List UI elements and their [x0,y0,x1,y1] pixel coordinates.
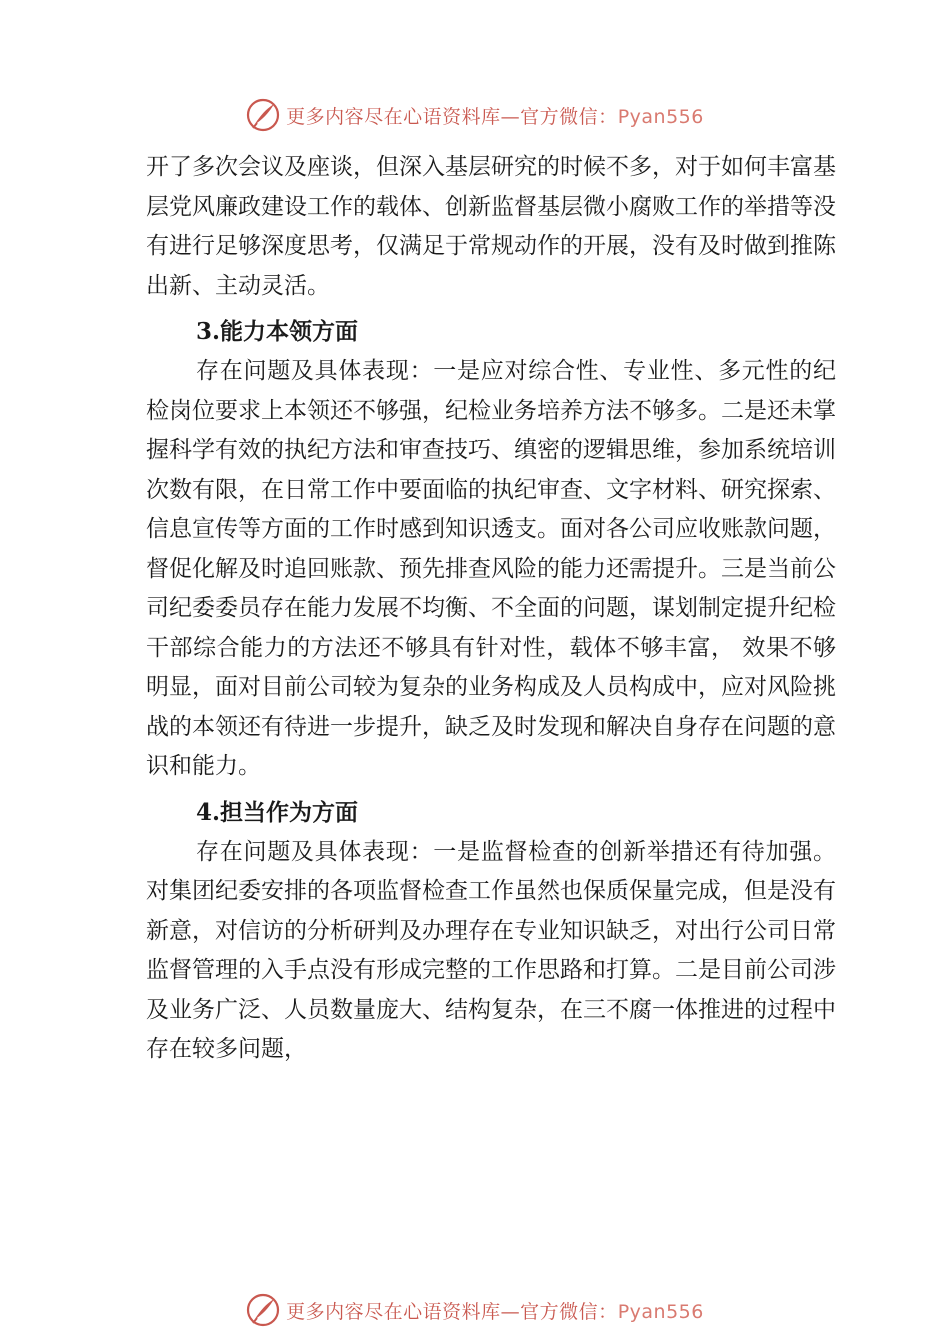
section-4-number: 4. [196,798,221,826]
section-4-title: 担当作为方面 [220,799,359,826]
footer-brand-text: 更多内容尽在心语资料库 [286,1300,501,1323]
section-3-title: 能力本领方面 [220,319,359,345]
quill-logo-icon [246,1293,280,1327]
header-banner [0,95,950,135]
section-3-paragraph: 存在问题及具体表现：一是应对综合性、专业性、多元性的纪检岗位要求上本领还不够强，纪检业务培养方法不够多。二是还未掌握科学有效的执纪方法和审查技巧、缜密的逻辑思维，参加系统培训次数有限，在日常工作中要面临的执纪审查、文字材料、研究探索、信息宣传等方面的工作时感到知识透支。面对各公司应收账款问题，督促化解及时追回账款、预先排查风险的能力还需提升。三是当前公司纪委委员存在能力发展不均衡、不全面的问题，谋划制定提升纪检干部综合能力的方法还不够具有针对性，载体不够丰富， 效果不够明显，面对目前公司较为复杂的业务构成及人员构成中，应对风险挑战的本领还有待进一步提升，缺乏及时发现和解决自身存在问题的意识和能力。 [146,358,836,779]
footer-banner [0,1290,950,1330]
footer-separator: — [500,1300,521,1323]
footer-banner-text [286,1297,704,1324]
section-3-heading [146,312,836,352]
document-body [146,148,836,1070]
header-wechat-id: Pyan556 [617,105,704,128]
section-3-number: 3. [196,318,221,345]
header-banner-text [286,102,704,129]
quill-logo-icon [246,98,280,132]
footer-wechat-id: Pyan556 [617,1300,704,1323]
header-separator: — [500,105,521,128]
intro-paragraph: 开了多次会议及座谈，但深入基层研究的时候不多，对于如何丰富基层党风廉政建设工作的载体、创新监督基层微小腐败工作的举措等没有进行足够深度思考，仅满足于常规动作的开展，没有及时做到推陈出新、主动灵活。 [146,154,836,299]
header-brand-text: 更多内容尽在心语资料库 [286,105,501,128]
section-4-heading [146,793,836,833]
footer-wechat-label: 官方微信： [520,1300,618,1323]
header-wechat-label: 官方微信： [520,105,618,128]
section-4-paragraph: 存在问题及具体表现：一是监督检查的创新举措还有待加强。对集团纪委安排的各项监督检查工作虽然也保质保量完成，但是没有新意，对信访的分析研判及办理存在专业知识缺乏，对出行公司日常监督管理的入手点没有形成完整的工作思路和打算。二是目前公司涉及业务广泛、人员数量庞大、结构复杂，在三不腐一体推进的过程中存在较多问题， [146,838,836,1062]
